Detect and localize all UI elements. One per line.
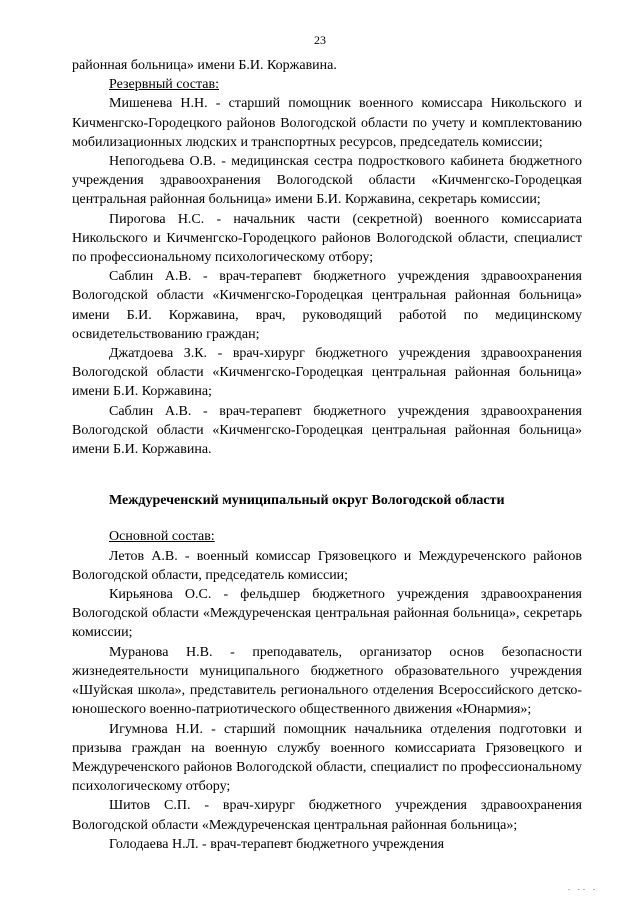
- member-paragraph: Джатдоева З.К. - врач-хирург бюджетного учреждения здравоохранения Вологодской области «Кичменгско-Городецкая центральная районная больница» имени Б.И. Коржавина;: [72, 346, 582, 400]
- section-subheading: Резервный состав:: [109, 77, 220, 93]
- member-paragraph: Саблин А.В. - врач-терапевт бюджетного учреждения здравоохранения Вологодской области «Кичменгско-Городецкая центральная районная больница» имени Б.И. Коржавина, врач, руководящий работой по медицинскому освидетельствованию граждан;: [72, 269, 582, 342]
- document-body: [72, 56, 582, 854]
- member-paragraph: Летов А.В. - военный комиссар Грязовецкого и Междуреченского районов Вологодской области, председатель комиссии;: [72, 548, 582, 583]
- section-subheading: Основной состав:: [109, 529, 215, 545]
- member-paragraph: Мишенева Н.Н. - старший помощник военного комиссара Никольского и Кичменгско-Городецкого районов Вологодской области по учету и комплектованию мобилизационных людских и транспортных ресурсов, председатель комиссии;: [72, 96, 582, 150]
- reserve-composition-section: [72, 56, 582, 459]
- member-paragraph: районная больница» имени Б.И. Коржавина.: [72, 58, 337, 73]
- page-number: 23: [314, 33, 326, 47]
- main-composition-section: [72, 527, 582, 853]
- member-paragraph: Непогодьева О.В. - медицинская сестра подросткового кабинета бюджетного учреждения здравоохранения Вологодской области «Кичменгско-Городецкая центральная районная больница» имени Б.И. Коржавина, секретарь комиссии;: [72, 154, 582, 208]
- member-paragraph: Муранова Н.В. - преподаватель, организатор основ безопасности жизнедеятельности муниципального бюджетного образовательного учреждения «Шуйская школа», представитель регионального отделения Всероссийского детско-юношеского военно-патриотического общественного движения «Юнармия»;: [72, 644, 582, 718]
- district-heading: Междуреченский муниципальный округ Вологодской области: [109, 493, 505, 509]
- member-paragraph: Игумнова Н.И. - старший помощник начальника отделения подготовки и призыва граждан на военную службу военного комиссариата Грязовецкого и Междуреченского районов Вологодской области, специалист по профессиональному психологическому отбору;: [72, 721, 582, 795]
- member-paragraph: Шитов С.П. - врач-хирург бюджетного учреждения здравоохранения Вологодской области «Междуреченская центральная районная больница»;: [72, 798, 582, 833]
- member-paragraph: Кирьянова О.С. - фельдшер бюджетного учреждения здравоохранения Вологодской области «Междуреченская центральная районная больница», секретарь комиссии;: [72, 587, 582, 641]
- member-paragraph: Саблин А.В. - врач-терапевт бюджетного учреждения здравоохранения Вологодской области «Кичменгско-Городецкая центральная районная больница» имени Б.И. Коржавина.: [72, 403, 582, 458]
- member-paragraph: Пирогова Н.С. - начальник части (секретной) военного комиссариата Никольского и Кичменгско-Городецкого районов Вологодской области, специалист по профессиональному психологическому отбору;: [72, 211, 582, 266]
- member-paragraph: Голодаева Н.Л. - врач-терапевт бюджетного учреждения: [109, 836, 445, 852]
- footer-mark: . .. .: [568, 883, 598, 892]
